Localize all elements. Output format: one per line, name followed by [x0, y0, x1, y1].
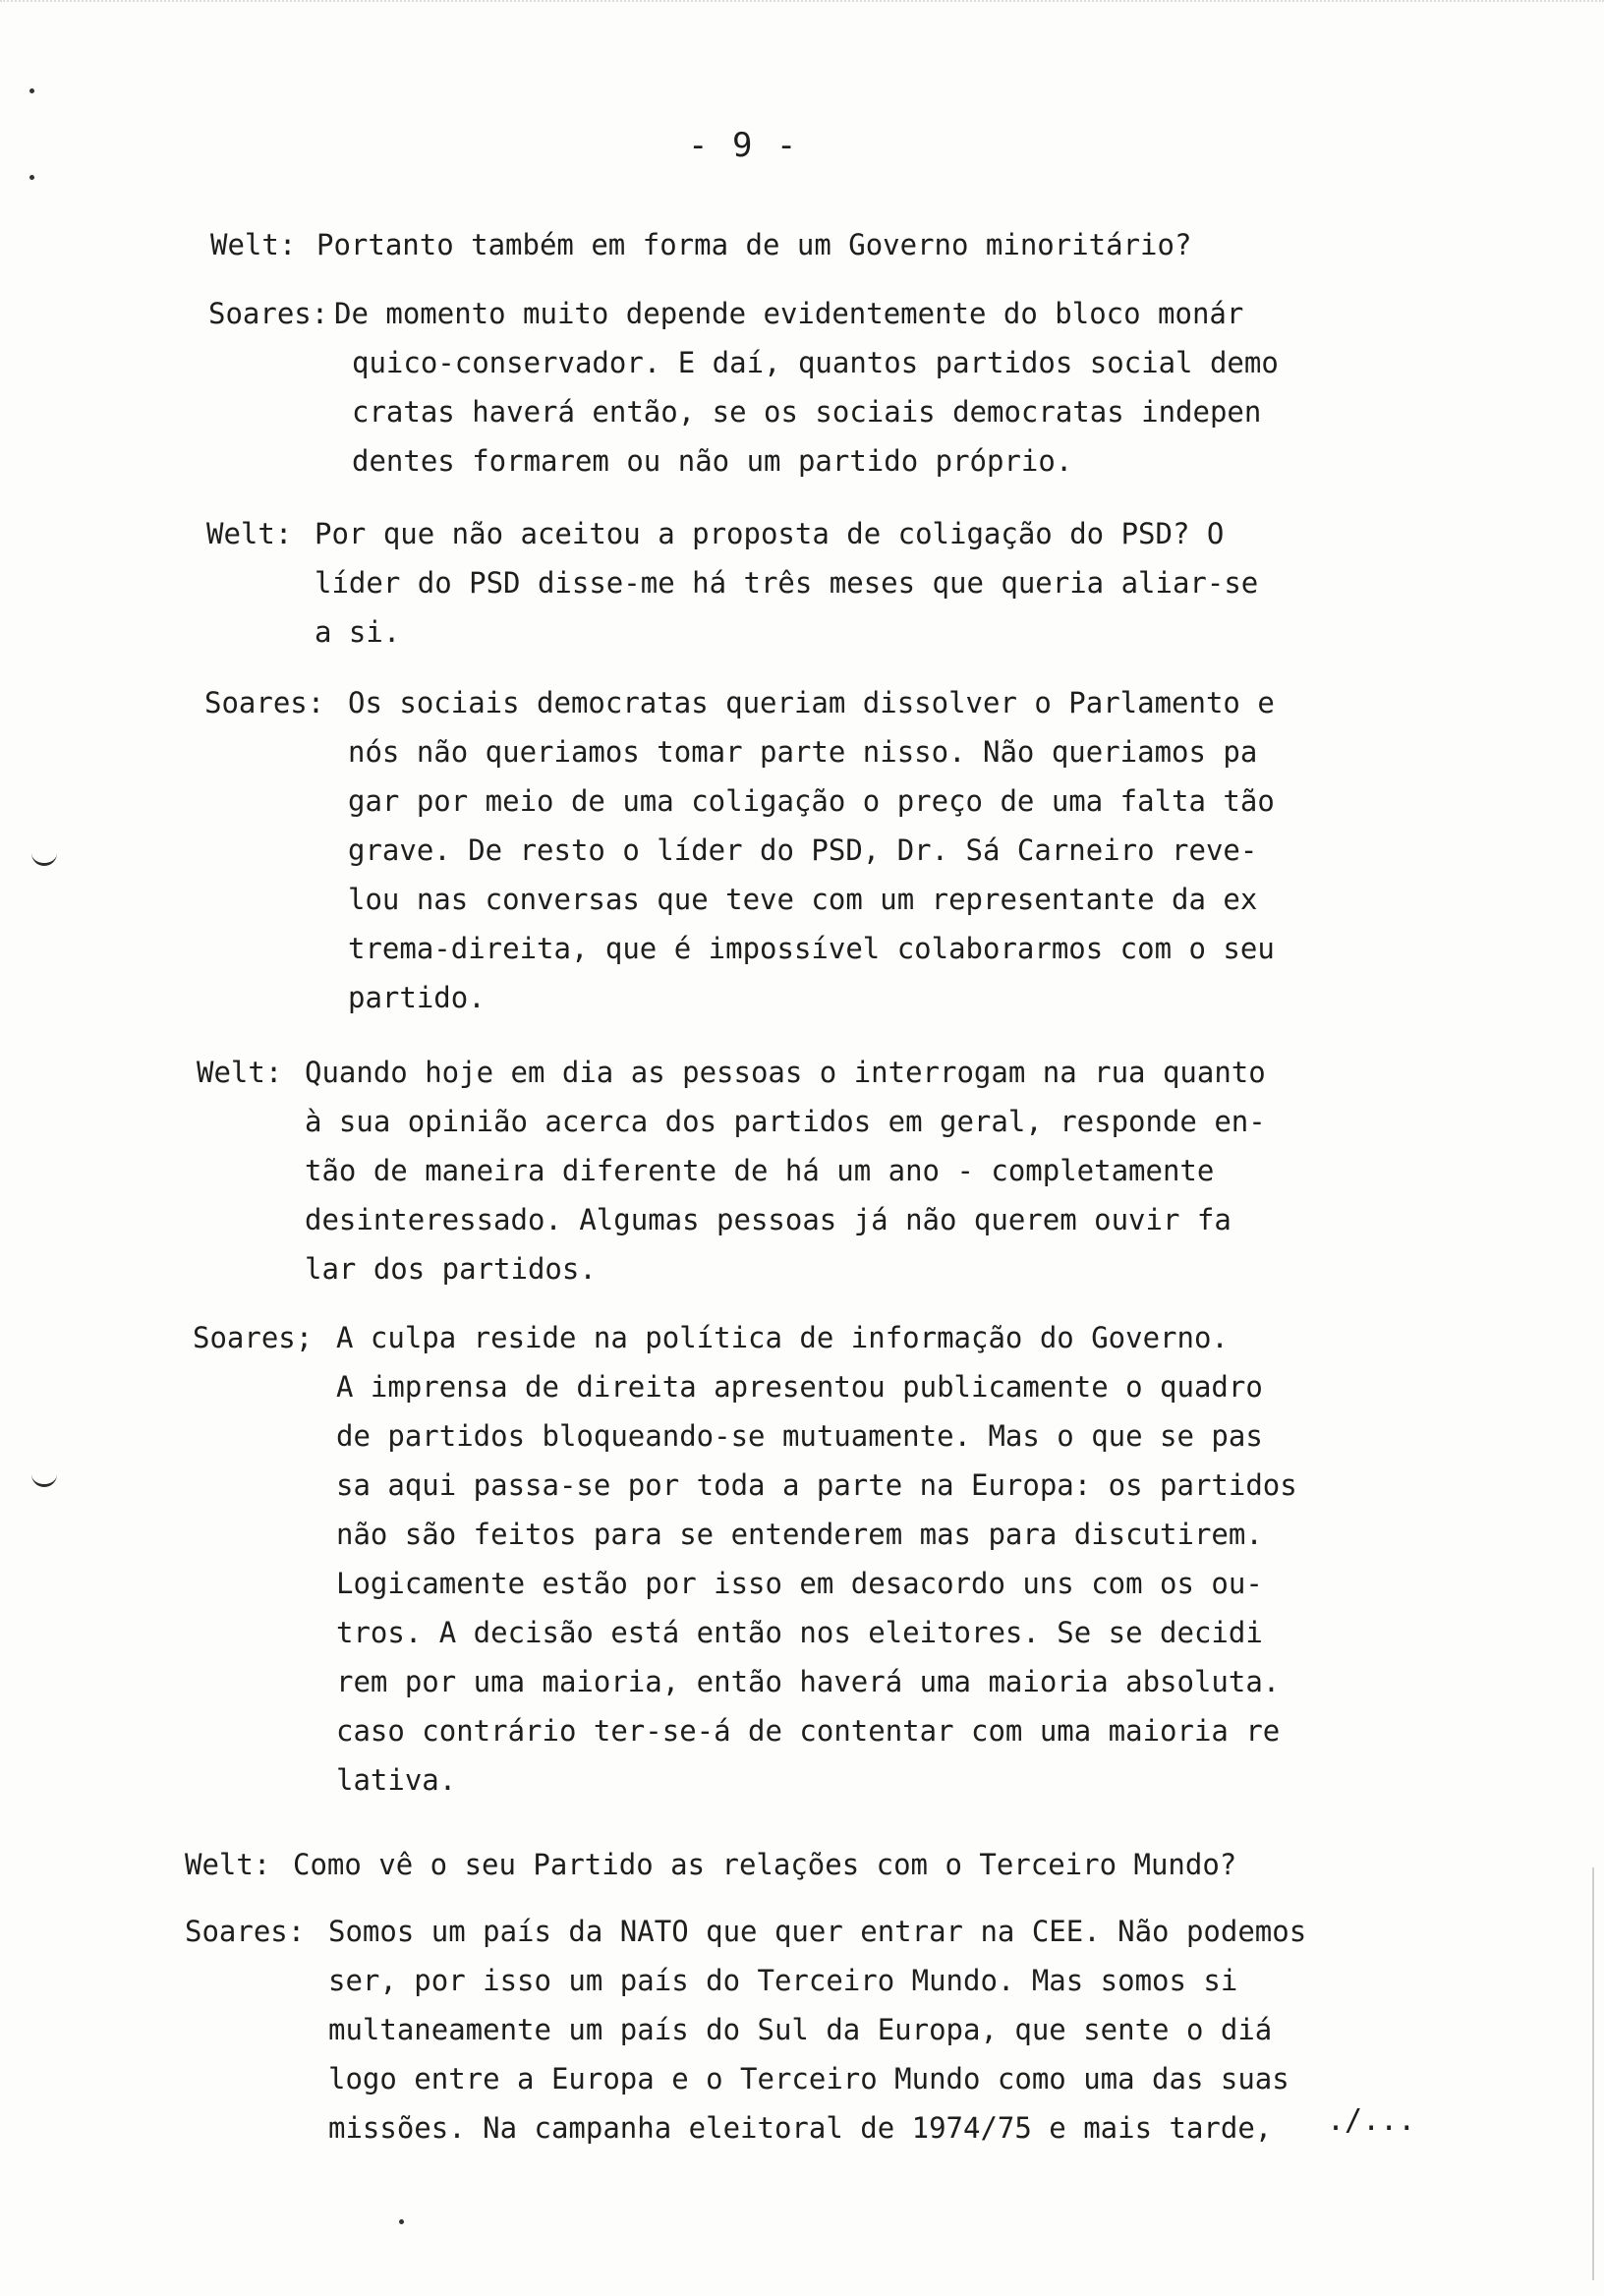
text-line: A culpa reside na política de informação do Governo.	[336, 1321, 1229, 1354]
margin-dot	[29, 175, 34, 180]
text-line: à sua opinião acerca dos partidos em geral, responde en-	[305, 1105, 1266, 1138]
text-line: Somos um país da NATO que quer entrar na CEE. Não podemos	[328, 1915, 1307, 1948]
speaker-label: Welt:	[206, 517, 293, 550]
text-line: tão de maneira diferente de há um ano - completamente	[305, 1154, 1215, 1187]
text-line: multaneamente um país do Sul da Europa, que sente o diá	[328, 2013, 1273, 2046]
text-line: caso contrário ter-se-á de contentar com uma maioria re	[336, 1714, 1281, 1748]
speaker-label: Welt:	[185, 1848, 271, 1881]
text-line: lar dos partidos.	[305, 1252, 597, 1286]
dialogue-entry	[185, 1907, 1423, 2152]
speaker-label: Soares:	[185, 1915, 306, 1948]
text-line: De momento muito depende evidentemente do bloco monár	[334, 297, 1244, 330]
text-line: Logicamente estão por isso em desacordo uns com os ou-	[336, 1567, 1263, 1600]
text-line: a si.	[315, 615, 401, 649]
scan-edge-line	[1592, 1867, 1594, 2280]
margin-dot	[399, 2219, 404, 2224]
text-line: logo entre a Europa e o Terceiro Mundo como uma das suas	[328, 2062, 1289, 2095]
text-line: de partidos bloqueando-se mutuamente. Mas o que se pas	[336, 1419, 1263, 1453]
text-line: Por que não aceitou a proposta de coligação do PSD? O	[315, 517, 1225, 550]
text-line: ser, por isso um país do Terceiro Mundo. Mas somos si	[328, 1964, 1238, 1997]
speaker-label: Soares;	[193, 1321, 314, 1354]
margin-pen-mark	[31, 847, 57, 866]
text-line: desinteressado. Algumas pessoas já não querem ouvir fa	[305, 1203, 1232, 1236]
text-line: missões. Na campanha eleitoral de 1974/75 e mais tarde,	[328, 2111, 1273, 2145]
text-line: quico-conservador. E daí, quantos partidos social demo	[352, 346, 1279, 379]
text-line: cratas haverá então, se os sociais democratas indepen	[352, 395, 1262, 429]
text-line: não são feitos para se entenderem mas para discutirem.	[336, 1518, 1263, 1551]
scan-edge-marks	[0, 0, 1604, 31]
margin-dot	[29, 88, 34, 93]
margin-pen-mark	[31, 1468, 57, 1487]
dialogue-entry	[206, 509, 1445, 657]
page-number: - 9 -	[688, 126, 799, 165]
text-line: trema-direita, que é impossível colaborarmos com o seu	[348, 932, 1275, 965]
speaker-label: Welt:	[197, 1056, 283, 1089]
dialogue-entry	[185, 1840, 1423, 1889]
dialogue-entry	[197, 1048, 1435, 1293]
text-line: lativa.	[336, 1763, 457, 1797]
text-line: partido.	[348, 981, 486, 1014]
speaker-label: Soares:	[204, 686, 325, 719]
text-line: dentes formarem ou não um partido próprio.	[352, 444, 1073, 478]
text-line: líder do PSD disse-me há três meses que queria aliar-se	[315, 566, 1259, 600]
dialogue-entry	[210, 220, 1449, 269]
text-line: Portanto também em forma de um Governo minoritário?	[316, 228, 1192, 261]
text-line: lou nas conversas que teve com um representante da ex	[348, 883, 1258, 916]
text-line: grave. De resto o líder do PSD, Dr. Sá Carneiro reve-	[348, 833, 1258, 867]
text-line: gar por meio de uma coligação o preço de uma falta tão	[348, 784, 1275, 818]
continuation-mark: ./...	[1327, 2103, 1416, 2138]
text-line: rem por uma maioria, então haverá uma maioria absoluta.	[336, 1665, 1281, 1698]
text-line: nós não queriamos tomar parte nisso. Não queriamos pa	[348, 735, 1258, 769]
dialogue-entry	[208, 289, 1447, 486]
text-line: sa aqui passa-se por toda a parte na Europa: os partidos	[336, 1468, 1297, 1502]
dialogue-entry	[204, 678, 1443, 1022]
text-line: Os sociais democratas queriam dissolver o Parlamento e	[348, 686, 1275, 719]
dialogue-entry	[193, 1313, 1431, 1805]
text-line: A imprensa de direita apresentou publicamente o quadro	[336, 1370, 1263, 1404]
text-line: Como vê o seu Partido as relações com o Terceiro Mundo?	[293, 1848, 1237, 1881]
text-line: Quando hoje em dia as pessoas o interrogam na rua quanto	[305, 1056, 1266, 1089]
speaker-label: Soares:	[208, 297, 329, 330]
speaker-label: Welt:	[210, 228, 297, 261]
text-line: tros. A decisão está então nos eleitores. Se se decidi	[336, 1616, 1263, 1649]
